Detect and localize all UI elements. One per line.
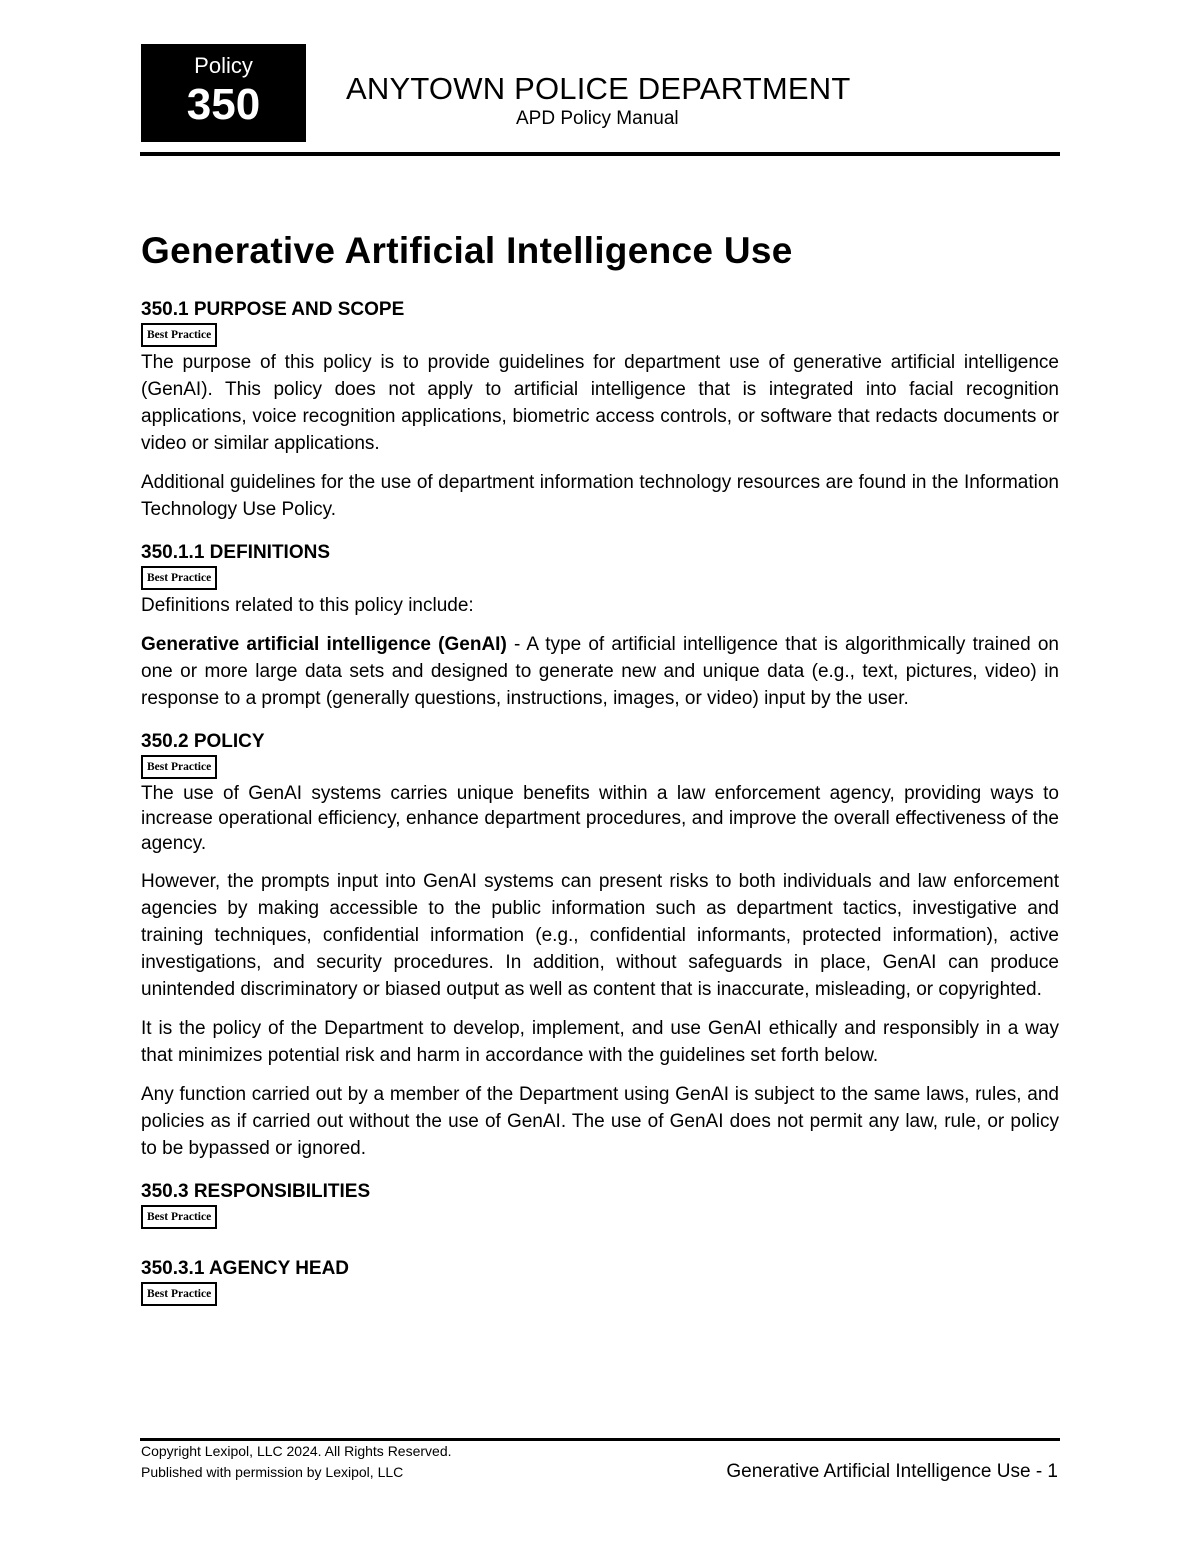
header-divider [140,152,1060,156]
definition-term: Generative artificial intelligence (GenAI) [141,634,507,655]
section-heading-agency-head: 350.3.1 AGENCY HEAD [141,1258,350,1279]
best-practice-badge: Best Practice [141,755,217,779]
definition-text: - A type of artificial intelligence that is algorithmically trained on one or more large data sets and designed to generate new and unique data (e.g., text, pictures, video) in response to a prompt (generally questions, instructions, images, or video) input by the user. [141,634,1059,709]
policy-number-box [141,44,306,142]
paragraph-policy-statement: It is the policy of the Department to develop, implement, and use GenAI ethically and responsibly in a way that minimizes potential risk and harm in accordance with the guidelines set forth below. [141,1018,1059,1066]
best-practice-badge: Best Practice [141,323,217,347]
section-heading-definitions: 350.1.1 DEFINITIONS [141,542,331,563]
definition-genai [141,631,1059,712]
best-practice-badge: Best Practice [141,1205,217,1229]
best-practice-badge: Best Practice [141,566,217,590]
section-heading-policy: 350.2 POLICY [141,731,265,752]
paragraph-additional-guidelines: Additional guidelines for the use of department information technology resources are found in the Information Technology Use Policy. [141,472,1059,520]
footer-copyright: Copyright Lexipol, LLC 2024. All Rights Reserved. [141,1443,452,1459]
document-title: Generative Artificial Intelligence Use [141,230,793,271]
paragraph-purpose: The purpose of this policy is to provide guidelines for department use of generative artificial intelligence (GenAI). This policy does not apply to artificial intelligence that is integrated into facial recognition applications, voice recognition applications, biometric access controls, or software that redacts documents or video or similar applications. [141,352,1059,454]
department-name: ANYTOWN POLICE DEPARTMENT [346,71,851,106]
policy-label: Policy [194,53,253,78]
paragraph-policy-laws: Any function carried out by a member of the Department using GenAI is subject to the same laws, rules, and policies as if carried out without the use of GenAI. The use of GenAI does not permit any law, rule, or policy to be bypassed or ignored. [141,1084,1059,1159]
footer-divider [140,1438,1060,1441]
best-practice-badge: Best Practice [141,1282,217,1306]
policy-number: 350 [186,80,261,129]
footer-page-label: Generative Artificial Intelligence Use - 1 [726,1461,1058,1482]
paragraph-definitions-intro: Definitions related to this policy include: [141,595,474,616]
section-heading-responsibilities: 350.3 RESPONSIBILITIES [141,1181,371,1202]
document-body [141,226,1059,1306]
paragraph-policy-risks: However, the prompts input into GenAI systems can present risks to both individuals and law enforcement agencies by making accessible to the public information such as department tactics, investigative and training techniques, confidential information (e.g., confidential informants, protected information), active investigations, and security procedures. In addition, without safeguards in place, GenAI can produce unintended discriminatory or biased output as well as content that is inaccurate, misleading, or copyrighted. [141,871,1059,1000]
section-heading-purpose-scope: 350.1 PURPOSE AND SCOPE [141,299,405,320]
manual-name: APD Policy Manual [516,108,679,129]
footer-published: Published with permission by Lexipol, LLC [141,1464,404,1480]
paragraph-policy-benefits: The use of GenAI systems carries unique benefits within a law enforcement agency, providing ways to increase operational efficiency, enhance department procedures, and improve the overall effectiveness of the agency. [141,783,1059,854]
